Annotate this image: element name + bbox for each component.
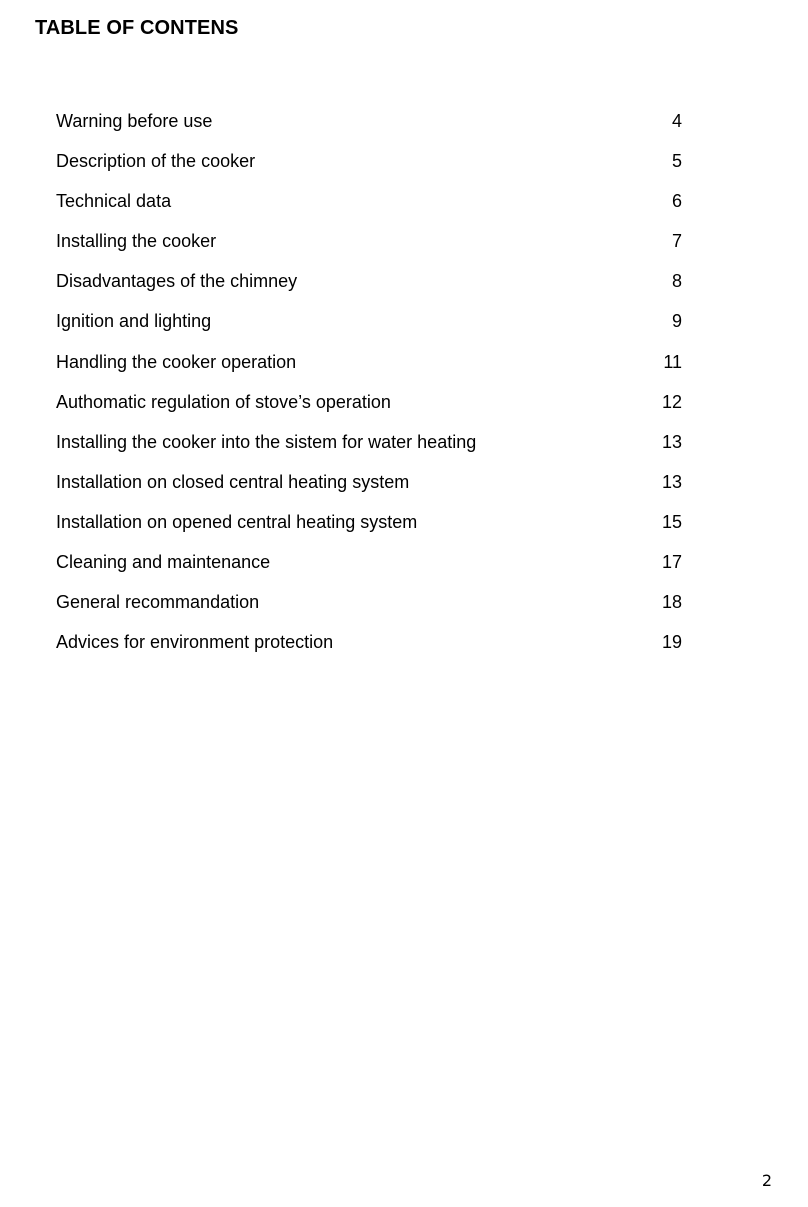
toc-entry[interactable] [56, 351, 682, 391]
toc-entry[interactable] [56, 471, 682, 511]
toc-entry-title: Installing the cooker into the sistem for water heating [56, 431, 477, 452]
toc-entry-page: 17 [661, 552, 682, 573]
toc-entry-title: Installing the cooker [56, 231, 217, 252]
toc-entry-title: Disadvantages of the chimney [56, 271, 298, 292]
toc-entry-page: 7 [671, 231, 682, 252]
toc-entry[interactable] [56, 190, 682, 230]
toc-entry-title: Ignition and lighting [56, 311, 212, 332]
toc-entry[interactable] [56, 391, 682, 431]
toc-entry-title: Installation on closed central heating system [56, 471, 410, 492]
toc-entry[interactable] [56, 551, 682, 591]
toc-entry[interactable] [56, 591, 682, 631]
page-title: TABLE OF CONTENS [35, 17, 239, 39]
toc-entry-title: Handling the cooker operation [56, 351, 297, 372]
toc-entry-page: 13 [661, 431, 682, 452]
toc-entry-title: Advices for environment protection [56, 632, 334, 653]
toc-entry-page: 15 [661, 511, 682, 532]
toc-entry-page: 5 [671, 151, 682, 172]
toc-entry[interactable] [56, 270, 682, 310]
toc-entry-title: Technical data [56, 191, 172, 212]
toc-entry-page: 13 [661, 471, 682, 492]
toc-entry[interactable] [56, 230, 682, 270]
toc-entry-title: Warning before use [56, 111, 213, 131]
toc-entry-title: Description of the cooker [56, 151, 256, 172]
toc-entry[interactable] [56, 431, 682, 471]
page-number: 2 [761, 1171, 772, 1190]
toc-entry-title: Authomatic regulation of stove’s operation [56, 391, 391, 412]
toc-entry[interactable] [56, 631, 682, 671]
toc-entry-page: 8 [671, 271, 682, 292]
toc-entry-title: General recommandation [56, 592, 260, 613]
toc-entry[interactable] [56, 110, 682, 150]
toc-entry-page: 18 [661, 592, 682, 613]
toc-entry-page: 9 [671, 311, 682, 332]
table-of-contents [56, 110, 682, 671]
toc-entry[interactable] [56, 310, 682, 350]
toc-entry[interactable] [56, 511, 682, 551]
toc-entry-page: 4 [671, 111, 682, 131]
toc-entry-page: 19 [661, 632, 682, 653]
toc-entry[interactable] [56, 150, 682, 190]
toc-entry-title: Cleaning and maintenance [56, 552, 271, 573]
toc-entry-page: 12 [661, 391, 682, 412]
toc-entry-title: Installation on opened central heating system [56, 511, 418, 532]
toc-entry-page: 6 [671, 191, 682, 212]
toc-entry-page: 11 [663, 351, 682, 372]
